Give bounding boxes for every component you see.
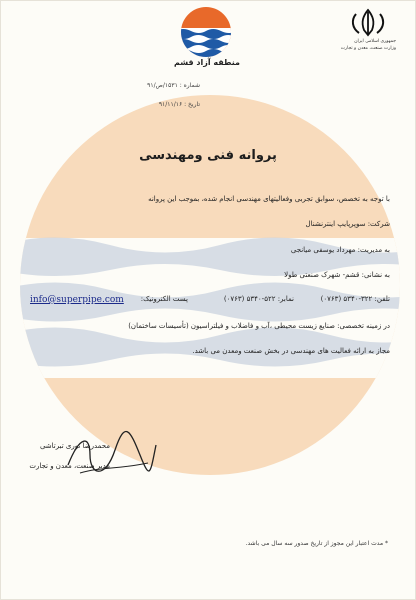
free-zone-logo-icon	[176, 4, 236, 60]
email-link[interactable]: info@superpipe.com	[30, 295, 124, 305]
manager-line: به مدیریت: مهرداد یوسفی میانجی	[290, 246, 390, 254]
address-line: به نشانی: قشم- شهرک صنعتی طولا	[284, 271, 390, 279]
specialty-line: در زمینه تخصصی: صنایع زیست محیطی ،آب و فاضلاب و فیلتراسیون (تأسیسات ساختمان)	[128, 322, 390, 330]
document-date: تاریخ : ۹۱/۱۱/۱۶	[158, 101, 200, 108]
phone-text: تلفن: ۳۲۲-۵۳۴۰ (۰۷۶۳)	[320, 295, 390, 303]
signer-name: محمدرضا نوری تبرتاشی	[39, 442, 110, 450]
free-zone-name: منطقه آزاد قشم	[173, 58, 241, 67]
ministry-line-1: جمهوری اسلامی ایران	[354, 39, 396, 44]
signer-role: مدیر صنعت، معدن و تجارت	[29, 462, 110, 470]
signature-scribble	[60, 425, 160, 485]
iran-emblem-icon	[346, 8, 390, 38]
intro-line: با توجه به تخصص، سوابق تجربی وفعالیتهای مهندسی انجام شده، بموجب این پروانه	[148, 195, 390, 203]
document-number: شماره : ۱۵۳۱/ص/۹۱	[147, 82, 200, 89]
fax-text: نمابر: ۵۲۲-۵۳۴۰ (۰۷۶۳)	[223, 295, 294, 303]
validity-footnote: * مدت اعتبار این مجوز از تاریخ صدور سه سال می باشد.	[245, 540, 388, 547]
company-line: شرکت: سوپرپایپ اینترنشنال	[305, 220, 390, 228]
page-title: پروانه فنی ومهندسی	[139, 148, 277, 163]
ministry-line-2: وزارت صنعت، معدن و تجارت	[340, 46, 396, 51]
permission-line: مجاز به ارائه فعالیت های مهندسی در بخش صنعت ومعدن می باشد.	[192, 347, 390, 355]
ministry-block	[300, 38, 396, 52]
email-label: پست الکترونیک:	[140, 295, 188, 303]
